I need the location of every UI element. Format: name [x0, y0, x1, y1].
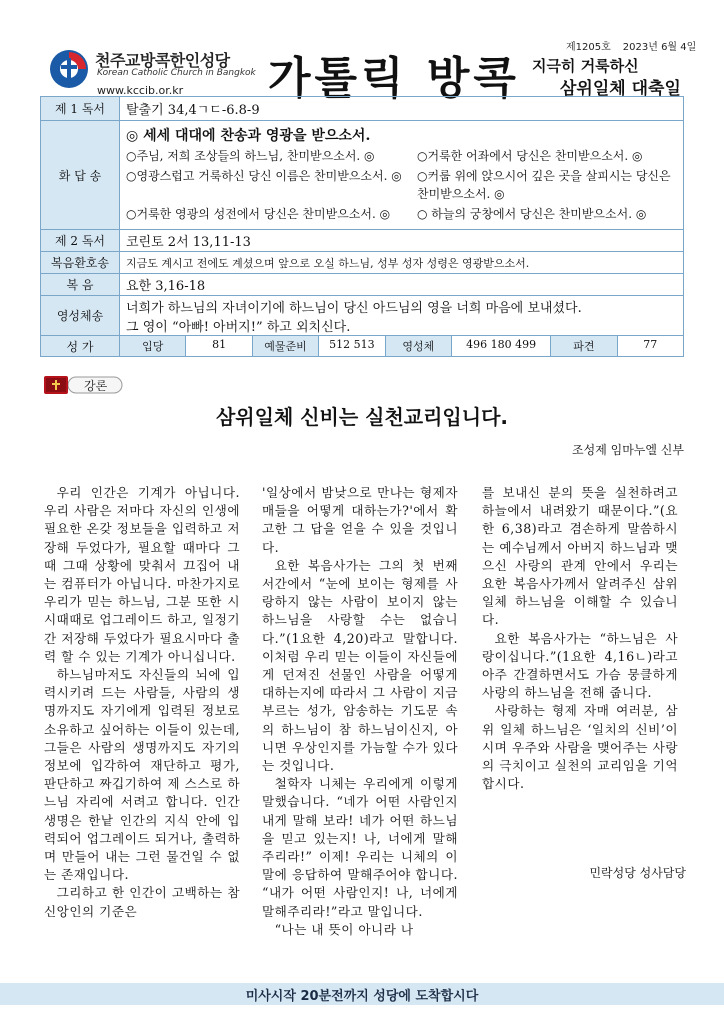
hymn-label: 성 가	[41, 336, 120, 357]
issue-info	[566, 38, 708, 53]
psalm-verse: ○주님, 저희 조상들의 하느님, 찬미받으소서. ◎	[126, 149, 375, 163]
entrance-hymn: 81	[185, 336, 251, 356]
homily-column-1	[44, 484, 240, 921]
communion-antiphon-label: 영성체송	[41, 296, 120, 336]
parish-english-name: Korean Catholic Church in Bangkok	[97, 68, 256, 78]
gospel-label: 복 음	[41, 274, 120, 296]
psalm-response: ◎ 세세 대대에 찬송과 영광을 받으소서.	[126, 128, 371, 144]
homily-badge-label: 강론	[84, 379, 108, 393]
homily-paragraph: 그리하고 한 인간이 고백하는 참 신앙인의 기준은	[44, 885, 240, 919]
communion-line-1: 너희가 하느님의 자녀이기에 하느님이 당신 아드님의 영을 너희 마음에 보내셨다.	[126, 300, 582, 316]
footer-notice: 미사시작 20분전까지 성당에 도착합시다	[245, 989, 479, 1004]
feast-title: 삼위일체 대축일	[560, 79, 681, 99]
feast-subtitle: 지극히 거룩하신	[532, 57, 639, 75]
website-link[interactable]: www.kccib.or.kr	[97, 84, 184, 97]
dismissal-hymn-label: 파견	[550, 336, 616, 356]
homily-paragraph: 요한 복음사가는 그의 첫 번째 서간에서 “눈에 보이는 형제를 사랑하지 않는 사람이 보이지 않는 하느님을 사랑할 수는 없습니다.”(1요한 4,20)라고 말합니다. 이처럼 우리 믿는 이들이 자신들에게 던져진 선물인 사람을 어떻게 대하는지에 따라서 그 사람이 지금 부르는 성가, 암송하는 기도문 속의 하느님이 참 하느님이신지, 아니면 우상인지를 가늠할 수가 있다는 것입니다.	[262, 557, 458, 774]
offertory-hymn-label: 예물준비	[252, 336, 318, 356]
second-reading: 코린토 2서 13,11-13	[120, 230, 684, 252]
parish-name: 천주교방콕한인성당	[95, 51, 230, 70]
bulletin-title: 가톨릭 방콕	[268, 53, 520, 104]
communion-antiphon	[120, 296, 684, 336]
first-reading-label: 제 1 독서	[41, 97, 120, 121]
psalm-verse: ○거룩한 어좌에서 당신은 찬미받으소서. ◎	[417, 149, 643, 163]
communion-line-2: 그 영이 “아빠! 아버지!” 하고 외치신다.	[126, 319, 351, 335]
gospel-acclamation: 지금도 계시고 전에도 계셨으며 앞으로 오실 하느님, 성부 성자 성령은 영광받으소서.	[120, 252, 684, 274]
readings-table	[40, 96, 684, 357]
dismissal-hymn: 77	[617, 336, 683, 356]
gospel-reading: 요한 3,16-18	[120, 274, 684, 296]
psalm-verse: ○거룩한 영광의 성전에서 당신은 찬미받으소서. ◎	[126, 207, 391, 221]
homily-column-2	[262, 484, 458, 939]
issue-number: 제1205호	[566, 42, 611, 53]
issue-date: 2023년 6월 4일	[622, 42, 697, 53]
homily-badge	[40, 374, 124, 396]
homily-paragraph: '일상에서 밤낮으로 만나는 형제자매들을 어떻게 대하는가?'에서 확고한 그 답을 얻을 수 있을 것입니다.	[262, 485, 458, 555]
second-reading-label: 제 2 독서	[41, 230, 120, 252]
homily-paragraph: 우리 인간은 기계가 아닙니다. 우리 사람은 저마다 자신의 인생에 필요한 온갖 정보들을 입력하고 저장해 두었다가, 필요할 때마다 그때 그때 상황에 맞춰서 끄집어 내는 컴퓨터가 아닙니다. 마찬가지로 우리가 믿는 하느님, 그분 또한 시시때때로 업그레이드 하고, 일정기간 저장해 두었다가 필요시마다 출력 할 수 있는 기계가 아니십니다.	[44, 485, 240, 664]
homily-signature: 민락성당 성사담당	[589, 866, 686, 880]
psalm-label: 화 답 송	[41, 121, 120, 230]
psalm-verse: ○커룹 위에 앉으시어 깊은 곳을 살피시는 당신은 찬미받으소서. ◎	[417, 169, 671, 201]
bible-icon	[40, 374, 124, 396]
homily-paragraph: 철학자 니체는 우리에게 이렇게 말했습니다. “네가 어떤 사람인지 내게 말해 보라! 네가 어떤 하느님을 믿고 있는지! 나, 너에게 말해주리라!” 이제! 우리는 니체의 이 말에 응답하여 말해주어야 합니다. “내가 어떤 사람인지! 나, 너에게 말해주리라!”라고 말입니다.	[262, 776, 458, 919]
homily-paragraph: “나는 내 뜻이 아니라 나	[274, 921, 414, 937]
offertory-hymn: 512 513	[318, 336, 384, 356]
first-reading: 탈출기 34,4ㄱㄷ-6.8-9	[120, 97, 684, 121]
hymn-numbers	[120, 336, 684, 357]
acclamation-label: 복음환호송	[41, 252, 120, 274]
entrance-hymn-label: 입당	[120, 336, 185, 356]
homily-paragraph: 사랑하는 형제 자매 여러분, 삼위 일체 하느님은 ‘일치의 신비’이시며 우주와 사람을 맺어주는 사랑의 극치이고 실천의 교리임을 기억합시다.	[482, 703, 678, 792]
homily-title: 삼위일체 신비는 실천교리입니다.	[215, 405, 508, 429]
homily-paragraph: 를 보내신 분의 뜻을 실천하려고 하늘에서 내려왔기 때문이다.”(요한 6,38)라고 겸손하게 말씀하시는 예수님께서 아버지 하느님과 맺으신 사랑의 관계 안에서 우리는 요한 복음사가께서 알려주신 삼위일체 하느님을 이해할 수 있습니다.	[482, 485, 678, 628]
psalm-verse: ○영광스럽고 거룩하신 당신 이름은 찬미받으소서. ◎	[126, 169, 402, 183]
church-logo-icon	[48, 48, 90, 90]
homily-paragraph: 요한 복음사가는 “하느님은 사랑이십니다.”(1요한 4,16ㄴ)라고 아주 간결하면서도 가슴 뭉클하게 사랑의 하느님을 전해 줍니다.	[482, 630, 678, 701]
psalm-verses	[126, 147, 677, 229]
psalm-cell	[120, 121, 684, 230]
homily-paragraph: 하느님마저도 자신들의 뇌에 입력시키려 드는 사람들, 사람의 생명까지도 자기에게 입력된 정보로 소유하고 싶어하는 이들이 있는데, 그들은 사람의 생명까지도 자기의 정보에 입각하여 재단하고 평가, 판단하고 짜깁기하여 제 스스로 하느님 자리에 서려고 합니다. 인간 생명은 한낱 인간의 지식 안에 입력되어 업그레이드 되거나, 출력하며 만들어 내는 그런 물건일 수 없는 존재입니다.	[44, 667, 240, 883]
homily-column-3	[482, 484, 678, 793]
communion-hymn-label: 영성체	[385, 336, 451, 356]
psalm-verse: ○ 하늘의 궁창에서 당신은 찬미받으소서. ◎	[417, 207, 647, 221]
communion-hymn: 496 180 499	[451, 336, 550, 356]
homily-author: 조성제 임마누엘 신부	[572, 443, 684, 457]
